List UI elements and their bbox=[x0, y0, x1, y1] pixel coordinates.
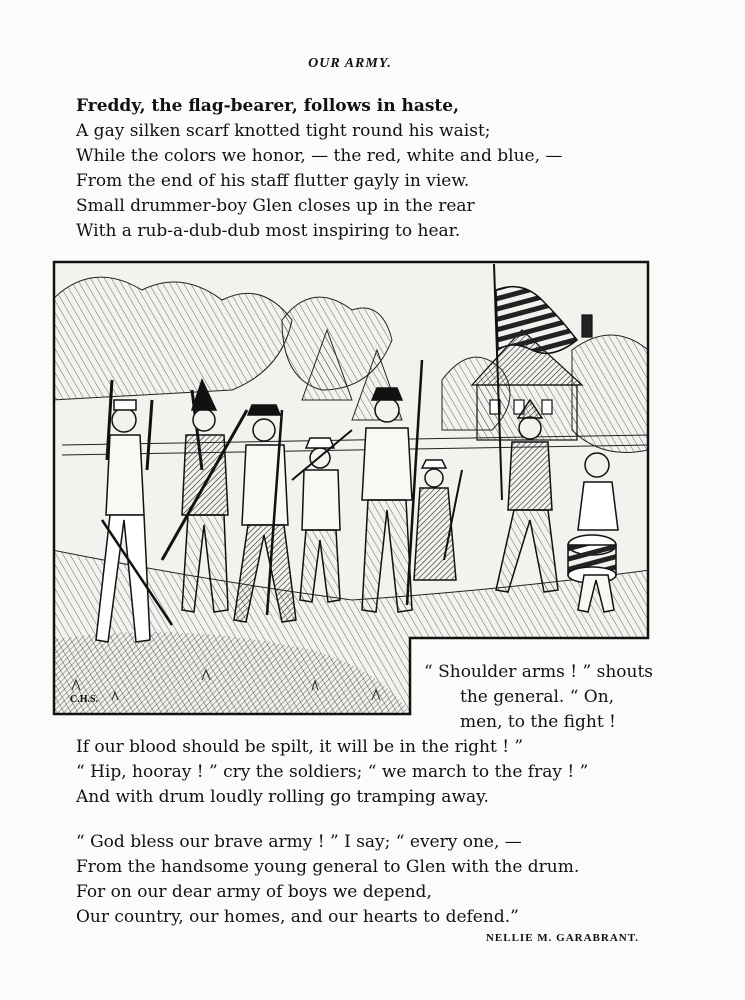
poem-line: For on our dear army of boys we depend, bbox=[76, 882, 432, 902]
illustration-caption-lines bbox=[424, 660, 653, 735]
poem-line: With a rub-a-dub-dub most inspiring to hear. bbox=[76, 221, 461, 241]
poem-line: “ God bless our brave army ! ” I say; “ every one, — bbox=[76, 832, 522, 852]
stanza-3 bbox=[76, 735, 588, 810]
poem-line: A gay silken scarf knotted tight round his waist; bbox=[76, 121, 491, 141]
poem-line: Our country, our homes, and our hearts to defend.” bbox=[76, 907, 519, 927]
poem-line: “ Hip, hooray ! ” cry the soldiers; “ we march to the fray ! ” bbox=[76, 762, 589, 782]
poem-line: the general. “ On, bbox=[460, 687, 615, 707]
poem-line: From the end of his staff flutter gayly in view. bbox=[76, 171, 470, 191]
poem-line: “ Shoulder arms ! ” shouts bbox=[424, 662, 654, 682]
poem-line: And with drum loudly rolling go tramping away. bbox=[76, 787, 489, 807]
stanza-4 bbox=[76, 830, 579, 930]
poem-line: If our blood should be spilt, it will be in the right ! ” bbox=[76, 737, 524, 757]
illustration-engraving bbox=[52, 260, 650, 716]
poem-title: OUR ARMY. bbox=[308, 56, 392, 71]
poem-line: From the handsome young general to Glen with the drum. bbox=[76, 857, 580, 877]
poem-line: men, to the fight ! bbox=[460, 712, 616, 732]
illustrator-signature: C.H.S. bbox=[70, 694, 99, 705]
author-name: NELLIE M. GARABRANT. bbox=[485, 932, 639, 944]
poem-line: Small drummer-boy Glen closes up in the rear bbox=[76, 196, 475, 216]
poem-line: Freddy, the flag-bearer, follows in haste, bbox=[76, 96, 460, 116]
poem-line: While the colors we honor, — the red, white and blue, — bbox=[76, 146, 563, 166]
stanza-1 bbox=[76, 94, 562, 244]
